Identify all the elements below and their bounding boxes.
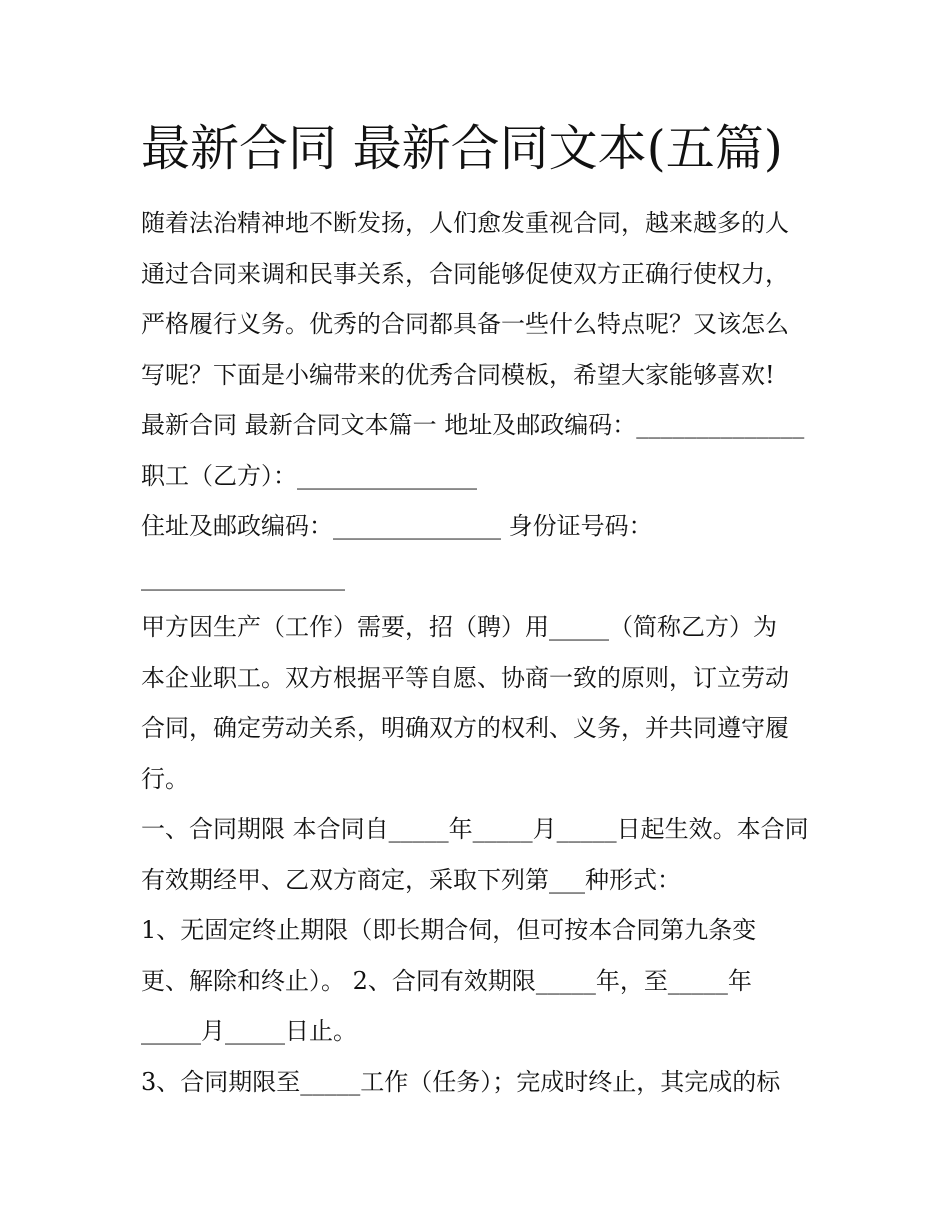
body-line: 职工（乙方）：_______________ <box>141 461 477 490</box>
document-content <box>141 118 813 1107</box>
body-line: 有效期经甲、乙双方商定，采取下列第___种形式： <box>141 865 681 894</box>
body-line: 更、解除和终止）。 2、合同有效期限_____年，至_____年 <box>141 966 752 995</box>
body-line: 一、合同期限 本合同自_____年_____月_____日起生效。本合同 <box>141 815 809 843</box>
document-title: 最新合同 最新合同文本(五篇) <box>141 120 783 177</box>
body-line: 合同，确定劳动关系，明确双方的权利、义务，并共同遵守履 <box>141 714 789 742</box>
document-body <box>141 198 813 1107</box>
body-line: 最新合同 最新合同文本篇一 地址及邮政编码：______________ <box>141 411 805 439</box>
body-line: _________________ <box>141 562 345 591</box>
body-line: 通过合同来调和民事关系，合同能够促使双方正确行使权力， <box>141 259 789 288</box>
body-line: _____月_____日止。 <box>141 1017 357 1045</box>
body-line: 本企业职工。双方根据平等自愿、协商一致的原则，订立劳动 <box>141 663 789 692</box>
body-line: 随着法治精神地不断发扬，人们愈发重视合同，越来越多的人 <box>141 209 789 237</box>
body-line: 行。 <box>141 764 189 793</box>
body-line: 住址及邮政编码：______________ 身份证号码： <box>141 512 653 540</box>
body-line: 严格履行义务。优秀的合同都具备一些什么特点呢？又该怎么 <box>141 310 789 338</box>
body-line: 写呢？下面是小编带来的优秀合同模板，希望大家能够喜欢! <box>141 360 775 389</box>
body-line: 3、合同期限至_____工作（任务）；完成时终止，其完成的标 <box>141 1067 781 1096</box>
body-line: 1、无固定终止期限（即长期合伺，但可按本合同第九条变 <box>141 916 757 944</box>
body-line: 甲方因生产（工作）需要，招（聘）用_____（简称乙方）为 <box>141 613 777 641</box>
